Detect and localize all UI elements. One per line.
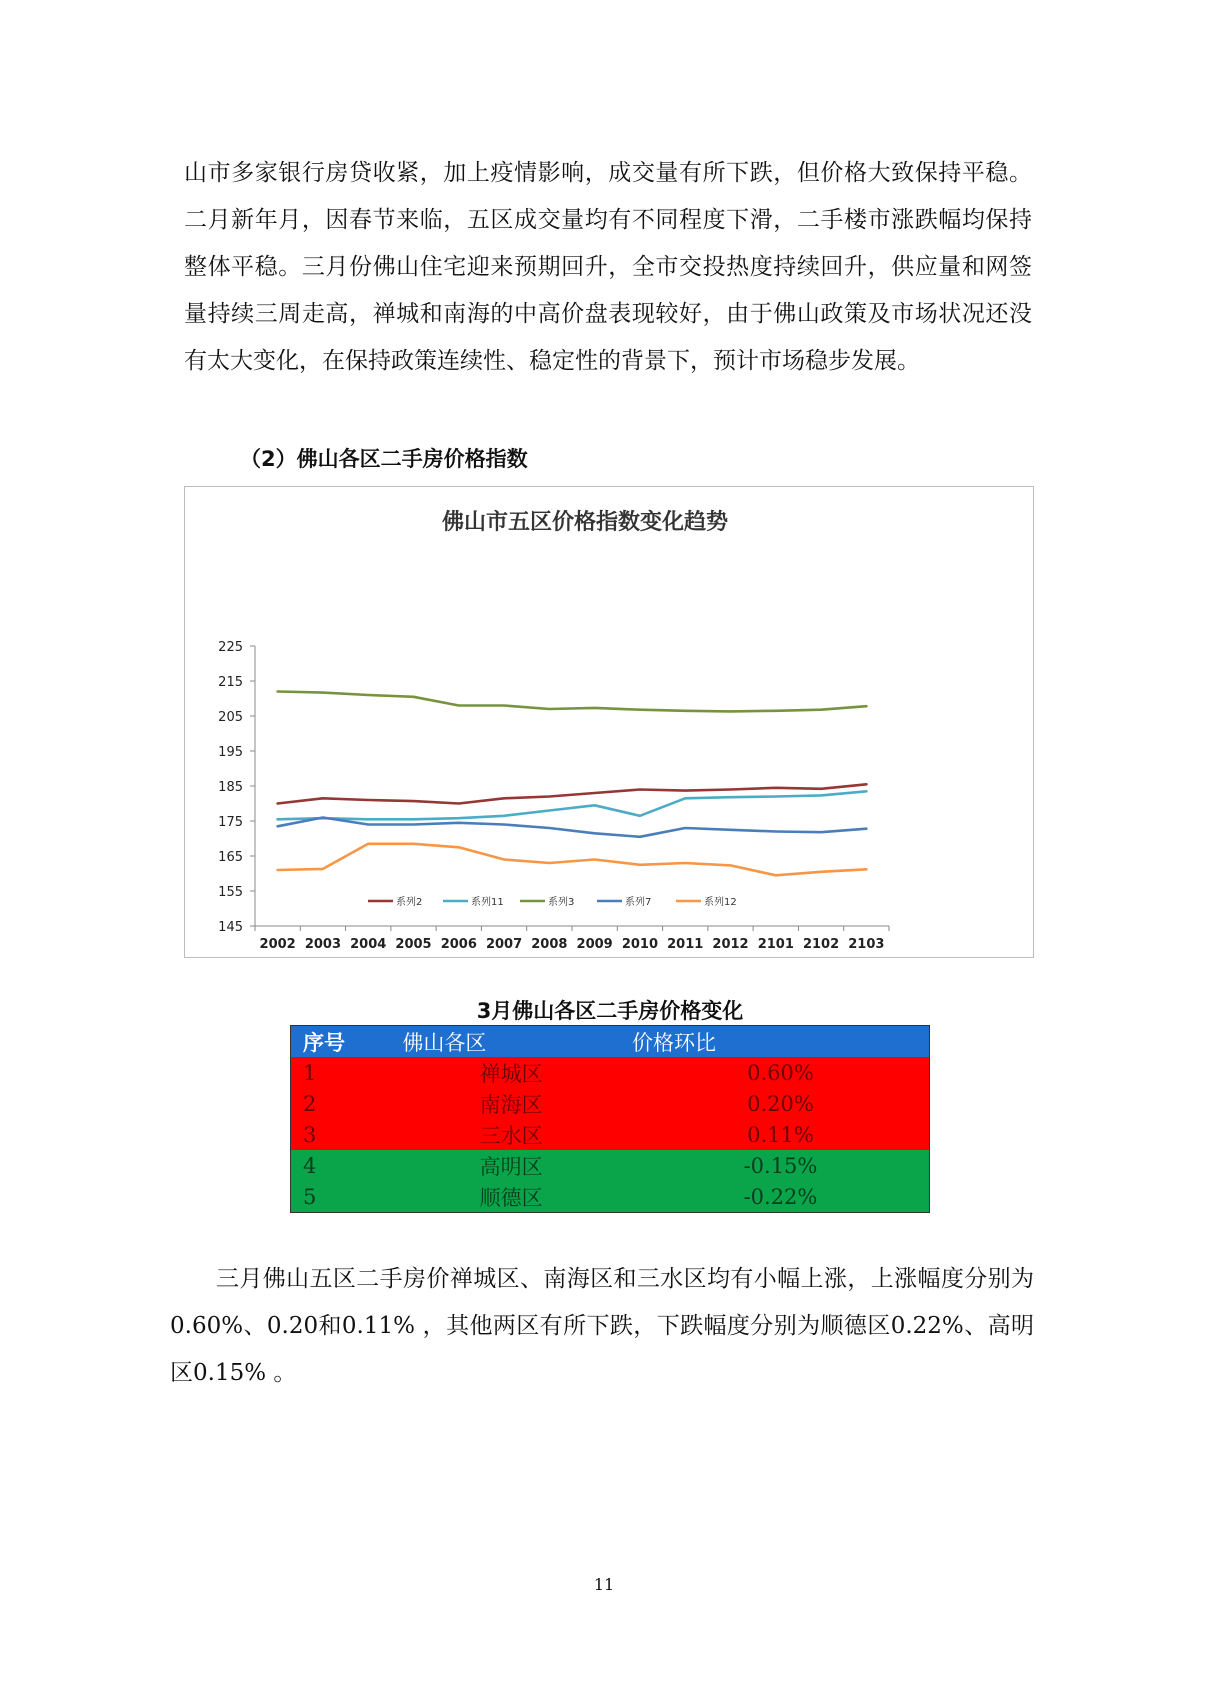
x-tick-label: 2005 bbox=[395, 937, 432, 952]
y-tick-label: 175 bbox=[218, 815, 243, 830]
header-district: 佛山各区 bbox=[402, 1030, 487, 1055]
series-line-系列2 bbox=[278, 784, 867, 803]
x-tick-label: 2007 bbox=[485, 937, 523, 952]
row-district: 南海区 bbox=[479, 1092, 543, 1117]
x-tick-label: 2003 bbox=[304, 937, 342, 952]
table-row bbox=[291, 1119, 930, 1150]
legend-label: 系列2 bbox=[396, 897, 423, 908]
intro-paragraph: 山市多家银行房贷收紧，加上疫情影响，成交量有所下跌，但价格大致保持平稳。二月新年月，因春节来临，五区成交量均有不同程度下滑，二手楼市涨跌幅均保持整体平稳。三月份佛山住宅迎来预期回升，全市交投热度持续回升，供应量和网签量持续三周走高，禅城和南海的中高价盘表现较好，由于佛山政策及市场状况还没有太大变化，在保持政策连续性、稳定性的背景下，预计市场稳步发展。 bbox=[184, 160, 1032, 374]
y-tick-label: 145 bbox=[218, 920, 243, 935]
x-tick-label: 2102 bbox=[802, 937, 840, 952]
header-index: 序号 bbox=[303, 1030, 345, 1055]
table-row bbox=[291, 1181, 930, 1213]
x-tick-label: 2002 bbox=[259, 937, 296, 952]
row-index: 2 bbox=[303, 1091, 317, 1116]
row-district: 禅城区 bbox=[479, 1061, 543, 1086]
price-index-chart bbox=[184, 486, 1034, 958]
table-row bbox=[291, 1057, 930, 1088]
row-change: 0.11% bbox=[747, 1122, 814, 1147]
row-district: 三水区 bbox=[479, 1123, 543, 1148]
x-tick-label: 2004 bbox=[350, 937, 387, 952]
table-title: 3月佛山各区二手房价格变化 bbox=[476, 999, 744, 1023]
row-index: 5 bbox=[303, 1184, 317, 1209]
x-tick-label: 2103 bbox=[848, 937, 885, 952]
row-index: 3 bbox=[303, 1122, 317, 1147]
x-tick-label: 2009 bbox=[576, 937, 613, 952]
chart-svg bbox=[185, 487, 1033, 957]
row-change: -0.22% bbox=[743, 1184, 818, 1209]
series-line-系列3 bbox=[278, 692, 867, 712]
legend-label: 系列3 bbox=[548, 897, 575, 908]
row-index: 4 bbox=[303, 1153, 317, 1178]
series-line-系列12 bbox=[278, 844, 867, 876]
y-tick-label: 185 bbox=[218, 780, 243, 795]
price-change-table bbox=[290, 1025, 930, 1213]
header-change: 价格环比 bbox=[631, 1030, 716, 1055]
row-district: 高明区 bbox=[479, 1154, 543, 1179]
y-tick-label: 225 bbox=[218, 640, 243, 655]
y-tick-label: 165 bbox=[218, 850, 243, 865]
x-tick-label: 2008 bbox=[531, 937, 568, 952]
table-row bbox=[291, 1088, 930, 1119]
chart-title: 佛山市五区价格指数变化趋势 bbox=[441, 509, 729, 535]
y-tick-label: 195 bbox=[218, 745, 243, 760]
y-tick-label: 215 bbox=[218, 675, 243, 690]
page-number: 11 bbox=[593, 1575, 615, 1594]
summary-paragraph: 三月佛山五区二手房价禅城区、南海区和三水区均有小幅上涨，上涨幅度分别为0.60%、0.20和0.11% ，其他两区有所下跌，下跌幅度分别为顺德区0.22%、高明区0.15% 。 bbox=[170, 1266, 1034, 1386]
x-tick-label: 2101 bbox=[757, 937, 794, 952]
section-heading: （2）佛山各区二手房价格指数 bbox=[240, 447, 528, 471]
row-index: 1 bbox=[303, 1060, 317, 1085]
row-change: -0.15% bbox=[743, 1153, 818, 1178]
x-tick-label: 2006 bbox=[440, 937, 477, 952]
y-tick-label: 155 bbox=[218, 885, 243, 900]
table-header-row bbox=[291, 1026, 930, 1058]
row-change: 0.60% bbox=[747, 1060, 814, 1085]
x-tick-label: 2012 bbox=[712, 937, 749, 952]
table-row bbox=[291, 1150, 930, 1181]
x-tick-label: 2010 bbox=[621, 937, 659, 952]
row-change: 0.20% bbox=[747, 1091, 814, 1116]
y-tick-label: 205 bbox=[218, 710, 243, 725]
legend-label: 系列12 bbox=[704, 897, 737, 908]
x-tick-label: 2011 bbox=[667, 937, 704, 952]
row-district: 顺德区 bbox=[479, 1185, 543, 1210]
legend-label: 系列7 bbox=[625, 897, 652, 908]
legend-label: 系列11 bbox=[471, 897, 504, 908]
